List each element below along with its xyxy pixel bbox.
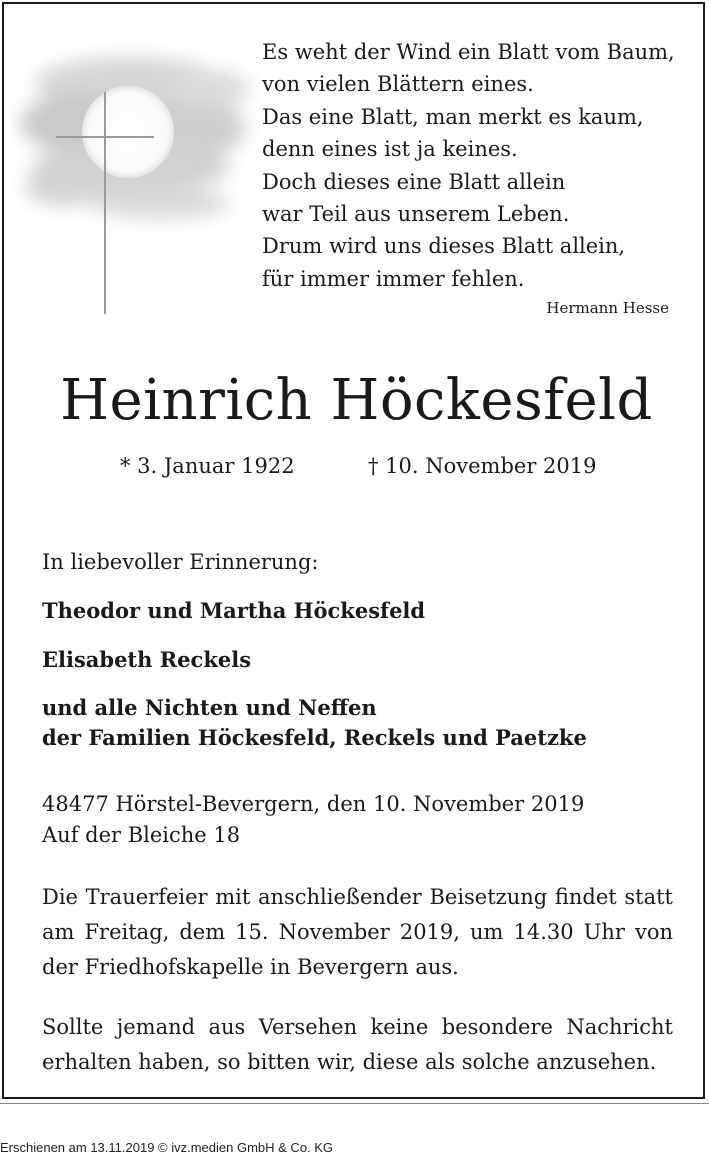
death-date: † 10. November 2019 [368,454,597,478]
poem-author: Hermann Hesse [546,299,669,317]
funeral-notice: Die Trauerfeier mit anschließender Beisetzung findet statt am Freitag, dem 15. November 2019, um 14.30 Uhr von der Friedhofskapelle in Bevergern aus. [42,885,673,979]
birth-date: * 3. Januar 1922 [120,454,295,478]
cross-moon-clouds-icon [10,28,260,328]
address-line: 48477 Hörstel-Bevergern, den 10. November 2019 [42,792,585,816]
poem-line: war Teil aus unserem Leben. [262,202,570,227]
publication-footer: Erschienen am 13.11.2019 © ivz.medien GmbH & Co. KG [0,1140,334,1155]
mourner-entry [42,693,587,753]
poem-line: Es weht der Wind ein Blatt vom Baum, [262,40,675,64]
deceased-name: Heinrich Höckesfeld [60,368,653,433]
poem-line: für immer immer fehlen. [262,266,525,291]
mourner-entry [42,645,251,675]
mourner-line: Elisabeth Reckels [42,647,252,672]
footer-divider [0,1103,709,1104]
mourner-line: und alle Nichten und Neffen [42,695,377,720]
mourner-line: Theodor und Martha Höckesfeld [42,598,426,623]
poem-line: Das eine Blatt, man merkt es kaum, [262,104,644,129]
poem-line: von vielen Blättern eines. [262,72,534,97]
address-line: Auf der Bleiche 18 [42,823,241,847]
poem-line: denn eines ist ja keines. [262,137,518,162]
obituary-frame [2,2,705,1099]
mourners-intro: In liebevoller Erinnerung: [42,550,319,574]
notification-notice: Sollte jemand aus Versehen keine besondere Nachricht erhalten haben, so bitten wir, diese als solche anzusehen. [42,1015,673,1074]
poem-line: Doch dieses eine Blatt allein [262,169,566,194]
poem-line: Drum wird uns dieses Blatt allein, [262,234,626,259]
poem [262,36,682,295]
address [42,789,584,851]
mourner-entry [42,596,425,626]
mourner-line: der Familien Höckesfeld, Reckels und Paetzke [42,725,587,750]
